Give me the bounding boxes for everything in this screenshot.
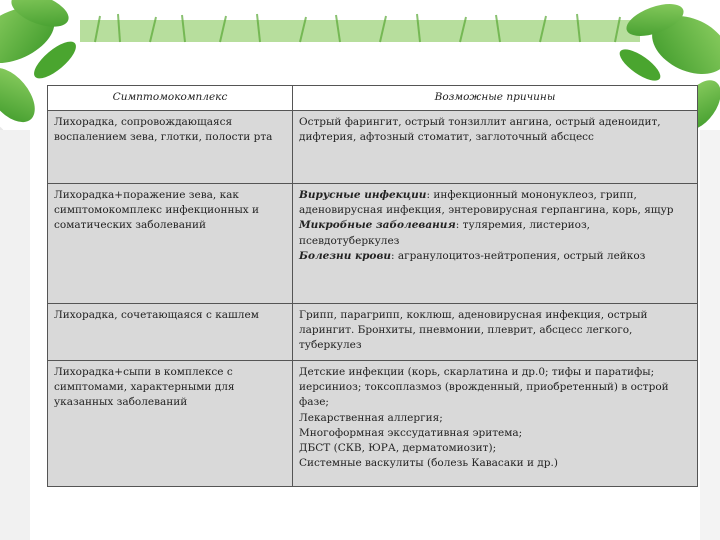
- table-header-row: [48, 86, 698, 111]
- viral-infections-text: : инфекционный мононуклеоз, грипп, аденовирусная инфекция, энтеровирусная герпангина, корь, ящур: [299, 189, 674, 217]
- symptom-cell: Лихорадка+поражение зева, как симптомокомплекс инфекционных и соматических заболеваний: [48, 184, 293, 304]
- symptom-cell: Лихорадка, сопровождающаяся воспалением зева, глотки, полости рта: [48, 111, 293, 184]
- cause-line: Лекарственная аллергия;: [299, 411, 443, 424]
- cause-line: Многоформная экссудативная эритема;: [299, 426, 523, 439]
- symptom-table: [47, 85, 698, 487]
- table-row: [48, 304, 698, 361]
- cause-line: Детские инфекции (корь, скарлатина и др.0; тифы и паратифы; иерсиниоз; токсоплазмоз (врожденный, приобретенный) в острой фазе;: [299, 366, 669, 409]
- microbial-diseases-label: Микробные заболевания: туляремия, листериоз, псевдотуберкулез: [299, 219, 591, 247]
- causes-cell: Острый фарингит, острый тонзиллит ангина, острый аденоидит, дифтерия, афтозный стоматит, заглоточный абсцесс: [293, 111, 698, 184]
- blood-diseases-line: [299, 249, 691, 264]
- causes-cell: [293, 184, 698, 304]
- cause-line: ДБСТ (СКВ, ЮРА, дерматомиозит);: [299, 442, 497, 455]
- viral-infections-label: Вирусные инфекции: [299, 189, 427, 201]
- symptom-table-container: [47, 85, 698, 487]
- header-symptom-complex: Симптомокомплекс: [48, 86, 293, 111]
- symptom-cell: Лихорадка, сочетающаяся с кашлем: [48, 304, 293, 361]
- microbial-diseases-text: : туляремия, листериоз, псевдотуберкулез: [299, 219, 591, 247]
- causes-cell: Грипп, парагрипп, коклюш, аденовирусная инфекция, острый ларингит. Бронхиты, пневмонии, плеврит, абсцесс легкого, туберкулез: [293, 304, 698, 361]
- symptom-cell: Лихорадка+сыпи в комплексе с симптомами, характерными для указанных заболеваний: [48, 361, 293, 487]
- blood-diseases-label: Болезни крови: [299, 249, 391, 262]
- cause-line: Системные васкулиты (болезь Кавасаки и др.): [299, 457, 558, 470]
- table-row: [48, 361, 698, 487]
- table-row: [48, 184, 698, 304]
- causes-cell: [293, 361, 698, 487]
- table-row: [48, 111, 698, 184]
- blood-diseases-text: : агранулоцитоз-нейтропения, острый лейкоз: [390, 249, 646, 262]
- header-possible-causes: Возможные причины: [293, 86, 698, 111]
